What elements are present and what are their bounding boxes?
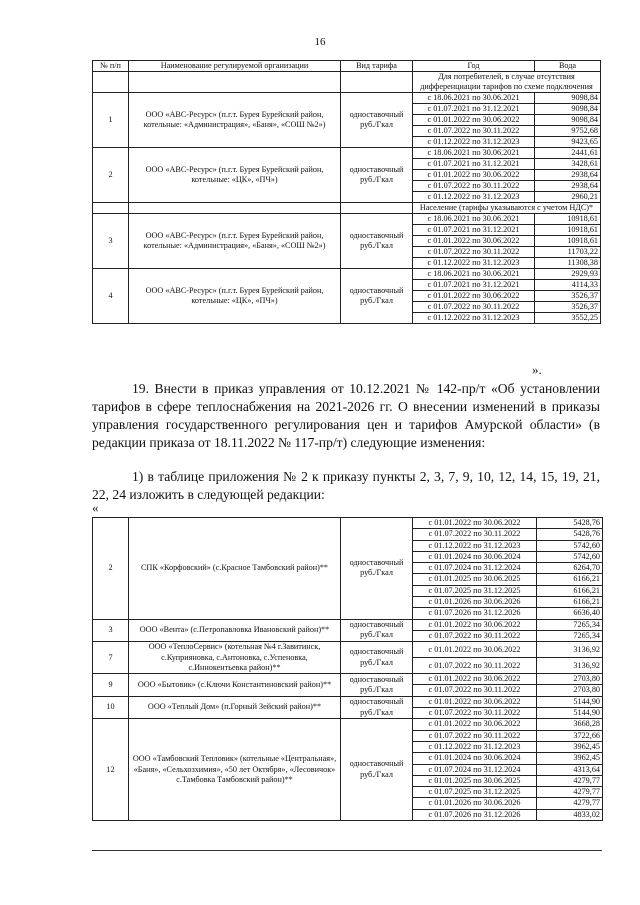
value-cell: 2441,61 [535, 148, 601, 159]
period-cell: с 01.07.2021 по 31.12.2021 [413, 225, 535, 236]
value-cell: 3962,45 [537, 741, 603, 752]
organization-name: ООО «ТеплоСервис» (котельная №4 г.Завитинск, с.Куприяновка, с.Антоновка, с.Успеновка, с.Иннокентьевка район)** [129, 642, 341, 674]
footer-rule [92, 850, 602, 851]
organization-name: ООО «Бытовик» (с.Ключи Константиновский район)** [129, 674, 341, 697]
organization-name: ООО «АВС-Ресурс» (п.г.т. Бурея Бурейский район, котельные: «ЦК», «ПЧ») [129, 148, 341, 203]
organization-name: ООО «АВС-Ресурс» (п.г.т. Бурея Бурейский район, котельные: «Администрация», «Баня», «СОШ №2») [129, 214, 341, 269]
tariff-type: одноставочный руб./Гкал [341, 719, 413, 821]
value-cell: 6166,21 [537, 574, 603, 585]
period-cell: с 01.07.2021 по 31.12.2021 [413, 280, 535, 291]
value-cell: 9098,84 [535, 104, 601, 115]
value-cell: 11308,38 [535, 258, 601, 269]
table-row [93, 696, 603, 707]
value-cell: 6166,21 [537, 585, 603, 596]
value-cell: 2938,64 [535, 170, 601, 181]
tariff-type: одноставочный руб./Гкал [341, 696, 413, 719]
organization-name: ООО «АВС-Ресурс» (п.г.т. Бурея Бурейский район, котельные: «ЦК», «ПЧ») [129, 269, 341, 324]
tariff-type: одноставочный руб./Гкал [341, 214, 413, 269]
table-row [93, 719, 603, 730]
period-cell: с 01.01.2022 по 30.06.2022 [413, 719, 537, 730]
period-cell: с 01.07.2022 по 30.11.2022 [413, 630, 537, 641]
period-cell: с 01.07.2022 по 30.11.2022 [413, 685, 537, 696]
period-cell: с 01.01.2022 по 30.06.2022 [413, 674, 537, 685]
empty-cell [129, 203, 341, 214]
section-label: Для потребителей, в случае отсутствия дифференциации тарифов по схеме подключения [413, 72, 601, 93]
tariff-type: одноставочный руб./Гкал [341, 269, 413, 324]
period-cell: с 01.01.2022 по 30.06.2022 [413, 236, 535, 247]
row-number: 7 [93, 642, 129, 674]
value-cell: 10918,61 [535, 225, 601, 236]
value-cell: 10918,61 [535, 214, 601, 225]
tariff-type: одноставочный руб./Гкал [341, 518, 413, 620]
table-row [93, 674, 603, 685]
period-cell: с 01.07.2022 по 30.11.2022 [413, 708, 537, 719]
period-cell: с 01.12.2022 по 31.12.2023 [413, 313, 535, 324]
paragraph-19: 19. Внести в приказ управления от 10.12.2021 № 142-пр/т «Об установлении тарифов в сфере теплоснабжения на 2021-2026 гг. О внесении изменений в приказы управления государственного регулирования цен и тарифов Амурской области» (в редакции приказа от 18.11.2022 № 117-пр/т) следующие изменения: [92, 381, 600, 450]
organization-name: СПК «Корфовский» (с.Красное Тамбовский район)** [129, 518, 341, 620]
value-cell: 3526,37 [535, 291, 601, 302]
value-cell: 4279,77 [537, 775, 603, 786]
closing-quote: ». [532, 362, 542, 377]
period-cell: с 01.07.2021 по 31.12.2021 [413, 104, 535, 115]
organization-name: ООО «Теплый Дом» (п.Горный Зейский район)** [129, 696, 341, 719]
organization-name: ООО «Тамбовский Тепловик» (котельные «Центральная», «Баня», «Сельхозхимия», «50 лет Октября», «Лесовичок» с.Тамбовка Тамбовский район)** [129, 719, 341, 821]
value-cell: 7265,34 [537, 619, 603, 630]
table-row [93, 148, 601, 159]
value-cell: 4313,64 [537, 764, 603, 775]
column-header: Вид тарифа [341, 61, 413, 72]
table-row [93, 269, 601, 280]
period-cell: с 01.01.2025 по 30.06.2025 [413, 574, 537, 585]
period-cell: с 18.06.2021 по 30.06.2021 [413, 214, 535, 225]
period-cell: с 01.12.2022 по 31.12.2023 [413, 258, 535, 269]
value-cell: 5144,90 [537, 696, 603, 707]
tariff-type: одноставочный руб./Гкал [341, 674, 413, 697]
row-number: 2 [93, 148, 129, 203]
period-cell: с 01.12.2022 по 31.12.2023 [413, 540, 537, 551]
row-number: 3 [93, 214, 129, 269]
period-cell: с 18.06.2021 по 30.06.2021 [413, 93, 535, 104]
period-cell: с 01.01.2026 по 30.06.2026 [413, 798, 537, 809]
empty-cell [341, 72, 413, 93]
value-cell: 4114,33 [535, 280, 601, 291]
value-cell: 6166,21 [537, 597, 603, 608]
period-cell: с 01.01.2024 по 30.06.2024 [413, 551, 537, 562]
period-cell: с 18.06.2021 по 30.06.2021 [413, 269, 535, 280]
period-cell: с 01.07.2024 по 31.12.2024 [413, 764, 537, 775]
period-cell: с 01.07.2022 по 30.11.2022 [413, 302, 535, 313]
row-number: 12 [93, 719, 129, 821]
value-cell: 3722,66 [537, 730, 603, 741]
value-cell: 10918,61 [535, 236, 601, 247]
organization-name: ООО «Вента» (с.Петропавловка Ивановский район)** [129, 619, 341, 642]
period-cell: с 01.07.2026 по 31.12.2026 [413, 608, 537, 619]
value-cell: 9752,68 [535, 126, 601, 137]
period-cell: с 18.06.2021 по 30.06.2021 [413, 148, 535, 159]
column-header: Год [413, 61, 535, 72]
tariff-type: одноставочный руб./Гкал [341, 148, 413, 203]
period-cell: с 01.07.2024 по 31.12.2024 [413, 563, 537, 574]
period-cell: с 01.07.2022 по 30.11.2022 [413, 247, 535, 258]
value-cell: 6636,40 [537, 608, 603, 619]
value-cell: 3668,28 [537, 719, 603, 730]
row-number: 3 [93, 619, 129, 642]
organization-name: ООО «АВС-Ресурс» (п.г.т. Бурея Бурейский район, котельные: «Администрация», «Баня», «СОШ №2») [129, 93, 341, 148]
period-cell: с 01.07.2026 по 31.12.2026 [413, 809, 537, 820]
value-cell: 4279,77 [537, 787, 603, 798]
row-number: 10 [93, 696, 129, 719]
column-header: Наименование регулируемой организации [129, 61, 341, 72]
value-cell: 5428,76 [537, 529, 603, 540]
value-cell: 5428,76 [537, 518, 603, 529]
row-number: 9 [93, 674, 129, 697]
tariff-table-1 [92, 60, 601, 324]
section-label: Население (тарифы указываются с учетом НДС)* [413, 203, 601, 214]
period-cell: с 01.07.2025 по 31.12.2025 [413, 787, 537, 798]
table-row [93, 93, 601, 104]
period-cell: с 01.01.2024 по 30.06.2024 [413, 753, 537, 764]
empty-cell [341, 203, 413, 214]
table-header-row [93, 61, 601, 72]
column-header: № п/п [93, 61, 129, 72]
table-row [93, 642, 603, 658]
value-cell: 3136,92 [537, 658, 603, 674]
value-cell: 5742,60 [537, 540, 603, 551]
period-cell: с 01.07.2022 по 30.11.2022 [413, 658, 537, 674]
value-cell: 2960,21 [535, 192, 601, 203]
period-cell: с 01.01.2025 по 30.06.2025 [413, 775, 537, 786]
section-row [93, 203, 601, 214]
section-row [93, 72, 601, 93]
value-cell: 9423,65 [535, 137, 601, 148]
value-cell: 2938,64 [535, 181, 601, 192]
period-cell: с 01.01.2022 по 30.06.2022 [413, 291, 535, 302]
period-cell: с 01.01.2022 по 30.06.2022 [413, 115, 535, 126]
paragraph-1: 1) в таблице приложения № 2 к приказу пункты 2, 3, 7, 9, 10, 12, 14, 15, 19, 21, 22, 24 изложить в следующей редакции: [92, 469, 600, 502]
value-cell: 3136,92 [537, 642, 603, 658]
tariff-table-2 [92, 517, 603, 821]
period-cell: с 01.07.2021 по 31.12.2021 [413, 159, 535, 170]
value-cell: 3428,61 [535, 159, 601, 170]
row-number: 2 [93, 518, 129, 620]
tariff-type: одноставочный руб./Гкал [341, 619, 413, 642]
value-cell: 2703,80 [537, 685, 603, 696]
period-cell: с 01.01.2022 по 30.06.2022 [413, 696, 537, 707]
row-number: 4 [93, 269, 129, 324]
table-row [93, 214, 601, 225]
value-cell: 5144,90 [537, 708, 603, 719]
value-cell: 2929,93 [535, 269, 601, 280]
period-cell: с 01.12.2022 по 31.12.2023 [413, 192, 535, 203]
value-cell: 4279,77 [537, 798, 603, 809]
row-number: 1 [93, 93, 129, 148]
value-cell: 9098,84 [535, 115, 601, 126]
period-cell: с 01.01.2022 по 30.06.2022 [413, 170, 535, 181]
value-cell: 4833,02 [537, 809, 603, 820]
value-cell: 3962,45 [537, 753, 603, 764]
period-cell: с 01.01.2022 по 30.06.2022 [413, 642, 537, 658]
page-number: 16 [314, 36, 326, 48]
column-header: Вода [535, 61, 601, 72]
value-cell: 7265,34 [537, 630, 603, 641]
period-cell: с 01.12.2022 по 31.12.2023 [413, 741, 537, 752]
period-cell: с 01.07.2022 по 30.11.2022 [413, 529, 537, 540]
period-cell: с 01.07.2025 по 31.12.2025 [413, 585, 537, 596]
tariff-type: одноставочный руб./Гкал [341, 93, 413, 148]
empty-cell [93, 203, 129, 214]
period-cell: с 01.12.2022 по 31.12.2023 [413, 137, 535, 148]
value-cell: 3526,37 [535, 302, 601, 313]
value-cell: 2703,80 [537, 674, 603, 685]
empty-cell [129, 72, 341, 93]
period-cell: с 01.01.2022 по 30.06.2022 [413, 619, 537, 630]
period-cell: с 01.07.2022 по 30.11.2022 [413, 730, 537, 741]
tariff-type: одноставочный руб./Гкал [341, 642, 413, 674]
period-cell: с 01.01.2026 по 30.06.2026 [413, 597, 537, 608]
period-cell: с 01.01.2022 по 30.06.2022 [413, 518, 537, 529]
period-cell: с 01.07.2022 по 30.11.2022 [413, 181, 535, 192]
value-cell: 9098,84 [535, 93, 601, 104]
value-cell: 5742,60 [537, 551, 603, 562]
value-cell: 11703,22 [535, 247, 601, 258]
empty-cell [93, 72, 129, 93]
table-row [93, 518, 603, 529]
value-cell: 6264,70 [537, 563, 603, 574]
period-cell: с 01.07.2022 по 30.11.2022 [413, 126, 535, 137]
table-row [93, 619, 603, 630]
value-cell: 3552,25 [535, 313, 601, 324]
opening-quote: « [92, 500, 99, 515]
